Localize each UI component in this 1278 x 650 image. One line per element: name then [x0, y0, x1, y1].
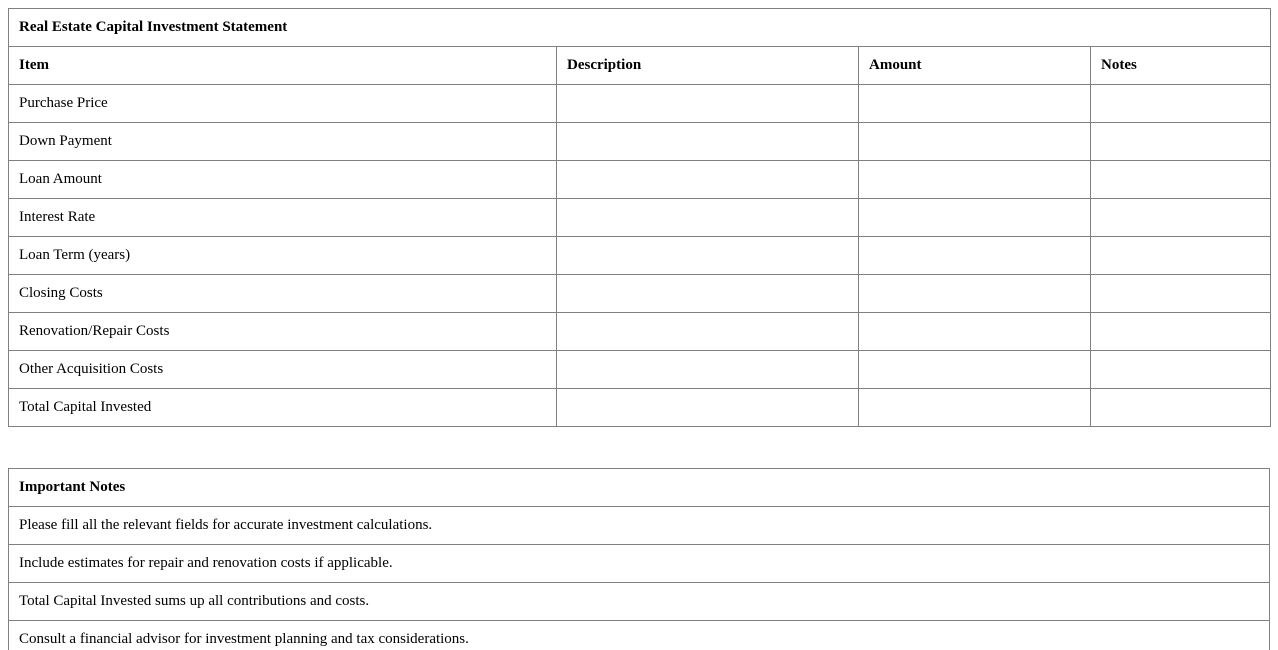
notes-cell[interactable] [1091, 161, 1271, 199]
description-cell[interactable] [557, 237, 859, 275]
amount-cell[interactable] [859, 199, 1091, 237]
description-cell[interactable] [557, 389, 859, 427]
item-cell: Renovation/Repair Costs [9, 313, 557, 351]
table-body [9, 85, 1271, 427]
notes-cell[interactable] [1091, 351, 1271, 389]
notes-cell[interactable] [1091, 85, 1271, 123]
item-cell: Down Payment [9, 123, 557, 161]
description-cell[interactable] [557, 123, 859, 161]
list-item [9, 621, 1270, 650]
table-title-row [9, 9, 1271, 47]
note-text: Include estimates for repair and renovation costs if applicable. [9, 545, 1270, 583]
item-cell: Interest Rate [9, 199, 557, 237]
description-cell[interactable] [557, 199, 859, 237]
description-cell[interactable] [557, 313, 859, 351]
table-row [9, 199, 1271, 237]
item-cell: Total Capital Invested [9, 389, 557, 427]
description-cell[interactable] [557, 351, 859, 389]
list-item [9, 583, 1270, 621]
table-row [9, 161, 1271, 199]
amount-cell[interactable] [859, 389, 1091, 427]
notes-title: Important Notes [9, 469, 1270, 507]
note-text: Please fill all the relevant fields for accurate investment calculations. [9, 507, 1270, 545]
column-header-notes: Notes [1091, 47, 1271, 85]
table-row [9, 313, 1271, 351]
item-cell: Loan Amount [9, 161, 557, 199]
notes-cell[interactable] [1091, 199, 1271, 237]
note-text: Consult a financial advisor for investment planning and tax considerations. [9, 621, 1270, 650]
amount-cell[interactable] [859, 161, 1091, 199]
item-cell: Closing Costs [9, 275, 557, 313]
list-item [9, 545, 1270, 583]
table-header-row [9, 47, 1271, 85]
amount-cell[interactable] [859, 275, 1091, 313]
table-row [9, 275, 1271, 313]
notes-cell[interactable] [1091, 123, 1271, 161]
table-row [9, 389, 1271, 427]
capital-investment-table [8, 8, 1271, 427]
notes-body [9, 507, 1270, 650]
amount-cell[interactable] [859, 123, 1091, 161]
notes-cell[interactable] [1091, 389, 1271, 427]
notes-cell[interactable] [1091, 237, 1271, 275]
description-cell[interactable] [557, 85, 859, 123]
table-title: Real Estate Capital Investment Statement [9, 9, 1271, 47]
notes-cell[interactable] [1091, 275, 1271, 313]
column-header-description: Description [557, 47, 859, 85]
item-cell: Purchase Price [9, 85, 557, 123]
item-cell: Loan Term (years) [9, 237, 557, 275]
amount-cell[interactable] [859, 313, 1091, 351]
note-text: Total Capital Invested sums up all contributions and costs. [9, 583, 1270, 621]
notes-cell[interactable] [1091, 313, 1271, 351]
important-notes-table [8, 468, 1270, 650]
description-cell[interactable] [557, 275, 859, 313]
amount-cell[interactable] [859, 351, 1091, 389]
amount-cell[interactable] [859, 237, 1091, 275]
notes-title-row [9, 469, 1270, 507]
description-cell[interactable] [557, 161, 859, 199]
amount-cell[interactable] [859, 85, 1091, 123]
table-row [9, 237, 1271, 275]
column-header-amount: Amount [859, 47, 1091, 85]
table-row [9, 351, 1271, 389]
table-row [9, 85, 1271, 123]
list-item [9, 507, 1270, 545]
table-row [9, 123, 1271, 161]
column-header-item: Item [9, 47, 557, 85]
item-cell: Other Acquisition Costs [9, 351, 557, 389]
